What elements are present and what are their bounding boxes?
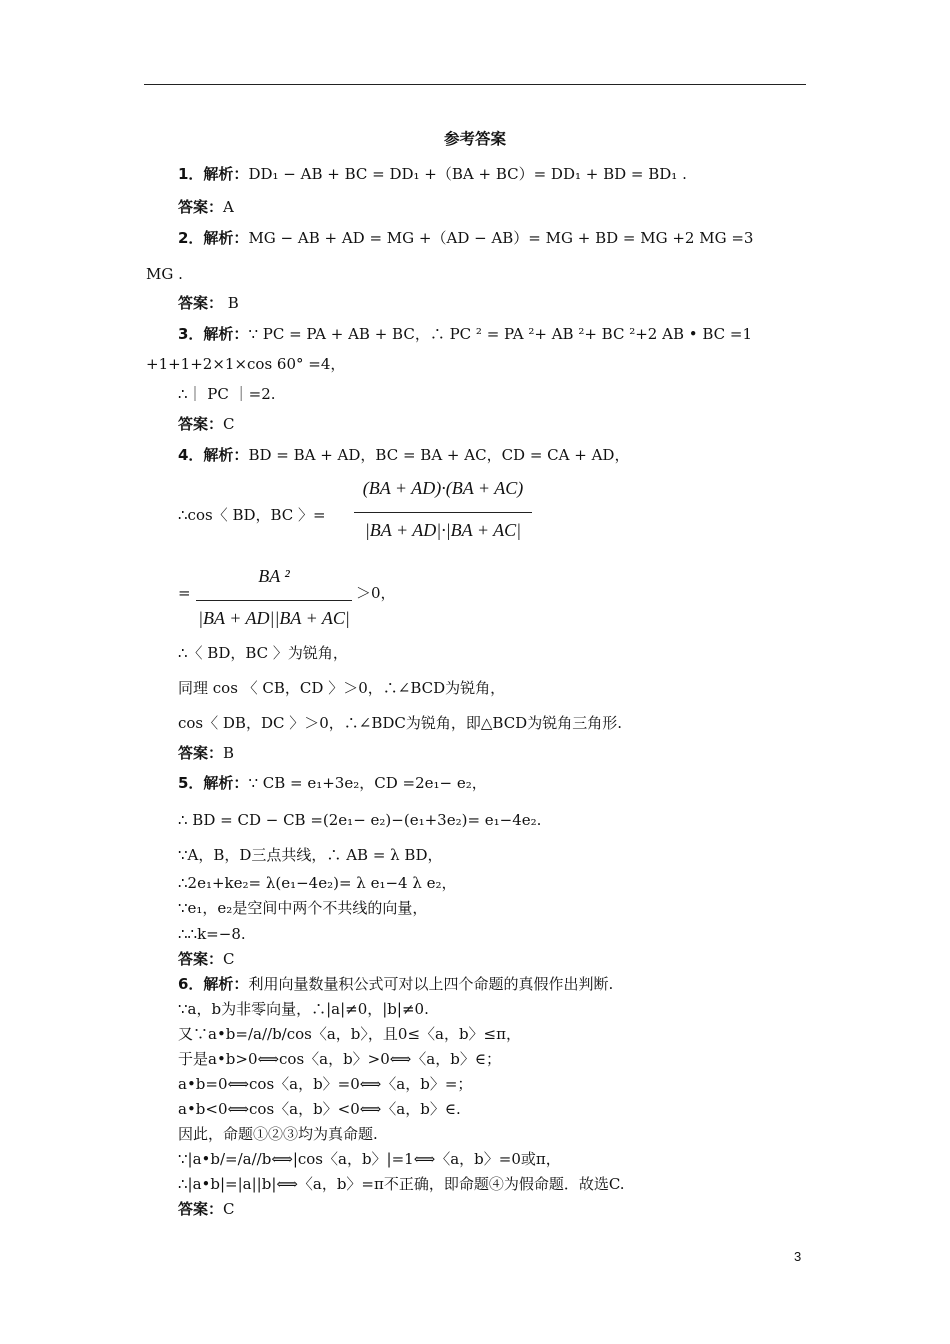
text-line xyxy=(178,1049,501,1069)
line-label: 3．解析： xyxy=(178,325,249,343)
line-label: 答案： xyxy=(178,415,224,433)
text-line xyxy=(178,974,613,994)
line-text: ∵A，B，D三点共线，∴ AB = λ BD， xyxy=(178,846,443,864)
text-line xyxy=(178,445,629,465)
line-text: 又∵a•b=/a//b/cos〈a，b〉，且0≤〈a，b〉≤π， xyxy=(178,1025,521,1043)
line-text: DD₁ − AB + BC = DD₁ +（BA + BC）= DD₁ + BD = BD₁ . xyxy=(248,165,687,183)
text-line xyxy=(178,1074,472,1094)
line-label: 2．解析： xyxy=(178,229,249,247)
line-text: = xyxy=(178,584,191,602)
line-text: MG − AB + AD = MG +（AD − AB）= MG + BD = MG +2 MG =3 xyxy=(248,229,754,247)
text-line xyxy=(178,773,487,793)
text-line xyxy=(178,1124,378,1144)
line-label: 5．解析： xyxy=(178,774,249,792)
line-text: ∴2e₁+ke₂= λ(e₁−4e₂)= λ e₁−4 λ e₂， xyxy=(178,874,457,892)
line-text: cos〈 DB，DC 〉＞0，∴∠BDC为锐角，即△BCD为锐角三角形. xyxy=(178,714,622,732)
line-text: BD = BA + AD，BC = BA + AC，CD = CA + AD， xyxy=(248,446,630,464)
text-line xyxy=(178,873,457,893)
text-line xyxy=(178,505,326,525)
line-text: ＞0， xyxy=(356,584,396,602)
line-label: 6．解析： xyxy=(178,975,249,993)
text-line xyxy=(178,845,442,865)
text-line xyxy=(356,583,396,603)
text-line xyxy=(178,810,541,830)
fraction-denominator: |BA + AD||BA + AC| xyxy=(198,608,350,628)
line-text: a•b=0⟺cos〈a，b〉=0⟺〈a，b〉=； xyxy=(178,1075,473,1093)
line-text: +1+1+2×1×cos 60° =4， xyxy=(146,355,346,373)
header-rule xyxy=(144,84,806,85)
page-title: 参考答案 xyxy=(443,130,506,148)
line-text: B xyxy=(223,294,239,312)
page-number: 3 xyxy=(794,1249,802,1264)
line-text: 利用向量数量积公式可对以上四个命题的真假作出判断. xyxy=(248,975,614,993)
line-label: 4．解析： xyxy=(178,446,249,464)
line-text: ∵ CB = e₁+3e₂，CD =2e₁− e₂， xyxy=(248,774,487,792)
fraction-denominator: |BA + AD|·|BA + AC| xyxy=(364,520,522,540)
line-label: 答案： xyxy=(178,744,224,762)
text-line xyxy=(178,197,234,217)
line-text: 同理 cos 〈 CB，CD 〉＞0，∴∠BCD为锐角， xyxy=(178,679,506,697)
text-line xyxy=(178,678,505,698)
text-line xyxy=(178,949,235,969)
line-label: 答案： xyxy=(178,950,224,968)
text-line xyxy=(178,743,234,763)
text-line xyxy=(178,924,246,944)
line-text: ∵|a•b/=/a//b⟺|cos〈a，b〉|=1⟺〈a，b〉=0或π， xyxy=(178,1150,561,1168)
line-text: B xyxy=(223,744,235,762)
line-text: 于是a•b>0⟺cos〈a，b〉>0⟺〈a，b〉∈； xyxy=(178,1050,501,1068)
line-text: A xyxy=(223,198,234,216)
fraction-numerator: (BA + AD)·(BA + AC) xyxy=(362,478,524,498)
line-text: C xyxy=(223,950,235,968)
line-text: ∴∴k=−8. xyxy=(178,925,246,943)
line-label: 答案： xyxy=(178,1200,224,1218)
line-text: ∵ PC = PA + AB + BC，∴ PC ² = PA ²+ AB ²+ BC ²+2 AB • BC =1 xyxy=(248,325,753,343)
fraction-bar xyxy=(196,600,352,601)
line-text: ∴cos〈 BD，BC 〉= xyxy=(178,506,326,524)
text-line xyxy=(178,1199,235,1219)
text-line xyxy=(146,354,345,374)
line-text: C xyxy=(223,1200,235,1218)
text-line xyxy=(178,643,348,663)
text-line xyxy=(178,898,427,918)
text-line xyxy=(178,1099,461,1119)
text-line xyxy=(178,324,752,344)
text-line xyxy=(178,1024,521,1044)
line-text: ∴|a•b|=|a||b|⟺〈a，b〉=π不正确，即命题④为假命题．故选C. xyxy=(178,1175,625,1193)
text-line xyxy=(178,1174,625,1194)
text-line xyxy=(178,1149,561,1169)
fraction-bar xyxy=(354,512,532,513)
line-text: ∴ BD = CD − CB =(2e₁− e₂)−(e₁+3e₂)= e₁−4e₂. xyxy=(178,811,542,829)
line-text: ∵e₁，e₂是空间中两个不共线的向量， xyxy=(178,899,428,917)
line-text: ∵a，b为非零向量，∴|a|≠0，|b|≠0. xyxy=(178,1000,429,1018)
text-line xyxy=(178,164,687,184)
text-line xyxy=(178,414,235,434)
line-text: a•b<0⟺cos〈a，b〉<0⟺〈a，b〉∈. xyxy=(178,1100,461,1118)
line-text: ∴｜ PC ｜=2. xyxy=(178,385,276,403)
line-text: ∴〈 BD，BC 〉为锐角， xyxy=(178,644,348,662)
line-label: 1．解析： xyxy=(178,165,249,183)
text-line xyxy=(178,384,276,404)
line-text: C xyxy=(223,415,235,433)
fraction-numerator: BA ² xyxy=(258,566,290,586)
text-line xyxy=(178,583,191,603)
line-text: MG . xyxy=(146,265,183,283)
text-line xyxy=(146,264,183,284)
line-label: 答案： xyxy=(178,294,224,312)
text-line xyxy=(178,293,239,313)
text-line xyxy=(178,999,429,1019)
text-line xyxy=(178,713,622,733)
text-line xyxy=(178,228,753,248)
line-label: 答案： xyxy=(178,198,224,216)
line-text: 因此，命题①②③均为真命题. xyxy=(178,1125,378,1143)
